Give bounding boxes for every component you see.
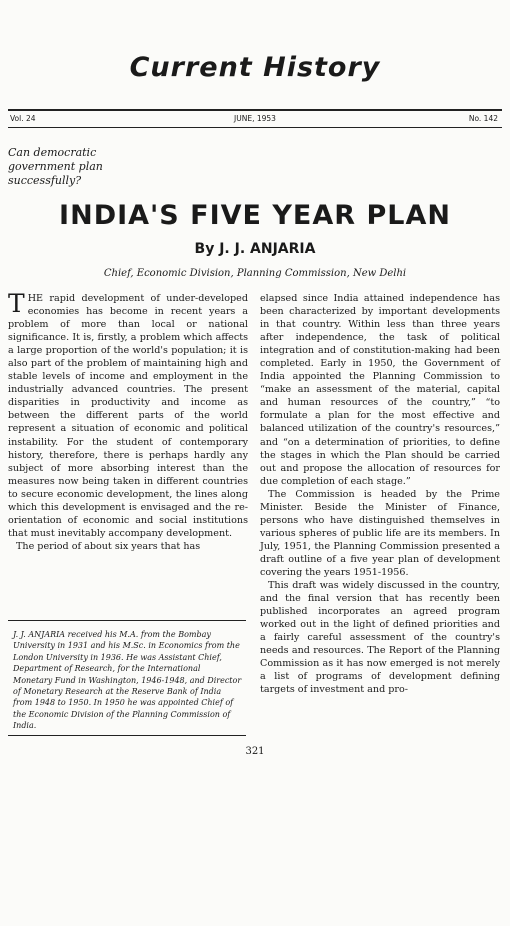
author-bio-box: J. J. ANJARIA received his M.A. from the Bombay University in 1931 and his M.Sc. in Economics from the London University in 1936. He was Assistant Chief, Department of Research, for the International Monetary Fund in Washington, 1946-1948, and Director of Monetary Research at the Reserve Bank of India from 1948 to 1950. In 1950 he was appointed Chief of the Economic Division of the Planning Commission of India. bbox=[8, 620, 246, 736]
body-column-right bbox=[260, 292, 500, 696]
body-paragraph: This draft was widely discussed in the country, and the final version that has recently been published incorporates an agreed program worked out in the light of defined priorities and a fairly careful assessment of the country's needs and resources. The Report of the Planning Commission as it has now emerged is not merely a list of programs of development defining targets of investment and pro- bbox=[260, 580, 500, 696]
drop-cap: T bbox=[8, 289, 25, 318]
issue-info-bar bbox=[8, 109, 502, 128]
paragraph-text: HE rapid development of under-developed economies has become in recent years a problem of more than local or national significance. It is, firstly, a problem which affects a large proportion of the world's population; it is also part of the problem of maintaining high and stable levels of income and employment in the industrially advanced countries. The present disparities in productivity and income as between the different parts of the world represent a situation of economic and political instability. For the student of contemporary history, therefore, there is perhaps hardly any subject of more absorbing interest than the measures now being taken in different countries to secure economic development, the lines along which this development is envisaged and the re-orientation of economic and social institutions that must inevitably accompany development. bbox=[8, 293, 248, 539]
page-number: 321 bbox=[245, 746, 265, 757]
issue-date: JUNE, 1953 bbox=[234, 114, 276, 123]
masthead-title: Current History bbox=[129, 52, 381, 83]
issue-volume: Vol. 24 bbox=[10, 114, 36, 123]
author-affiliation: Chief, Economic Division, Planning Commission, New Delhi bbox=[103, 268, 407, 279]
article-deck: Can democratic government plan successfully? bbox=[8, 146, 103, 187]
article-byline: By J. J. ANJARIA bbox=[194, 241, 316, 257]
body-paragraph bbox=[8, 289, 248, 540]
body-paragraph: elapsed since India attained independence has been characterized by important developments in that country. Within less than three years after independence, the task of political integration and of constitution-making had been completed. Early in 1950, the Government of India appointed the Planning Commission to “make an assessment of the material, capital and human resources of the country,” “to formulate a plan for the most effective and balanced utilization of the country's resources,” and “on a determination of priorities, to define the stages in which the Plan should be carried out and propose the allocation of resources for due completion of each stage.” bbox=[260, 293, 500, 487]
body-paragraph: The Commission is headed by the Prime Minister. Beside the Minister of Finance, persons who have distinguished themselves in various spheres of public life are its members. In July, 1951, the Planning Commission presented a draft outline of a five year plan of development covering the years 1951-1956. bbox=[260, 488, 500, 578]
article-title: INDIA'S FIVE YEAR PLAN bbox=[59, 200, 451, 231]
body-paragraph: The period of about six years that has bbox=[16, 540, 201, 552]
issue-number: No. 142 bbox=[468, 114, 498, 123]
body-column-left bbox=[8, 289, 248, 553]
